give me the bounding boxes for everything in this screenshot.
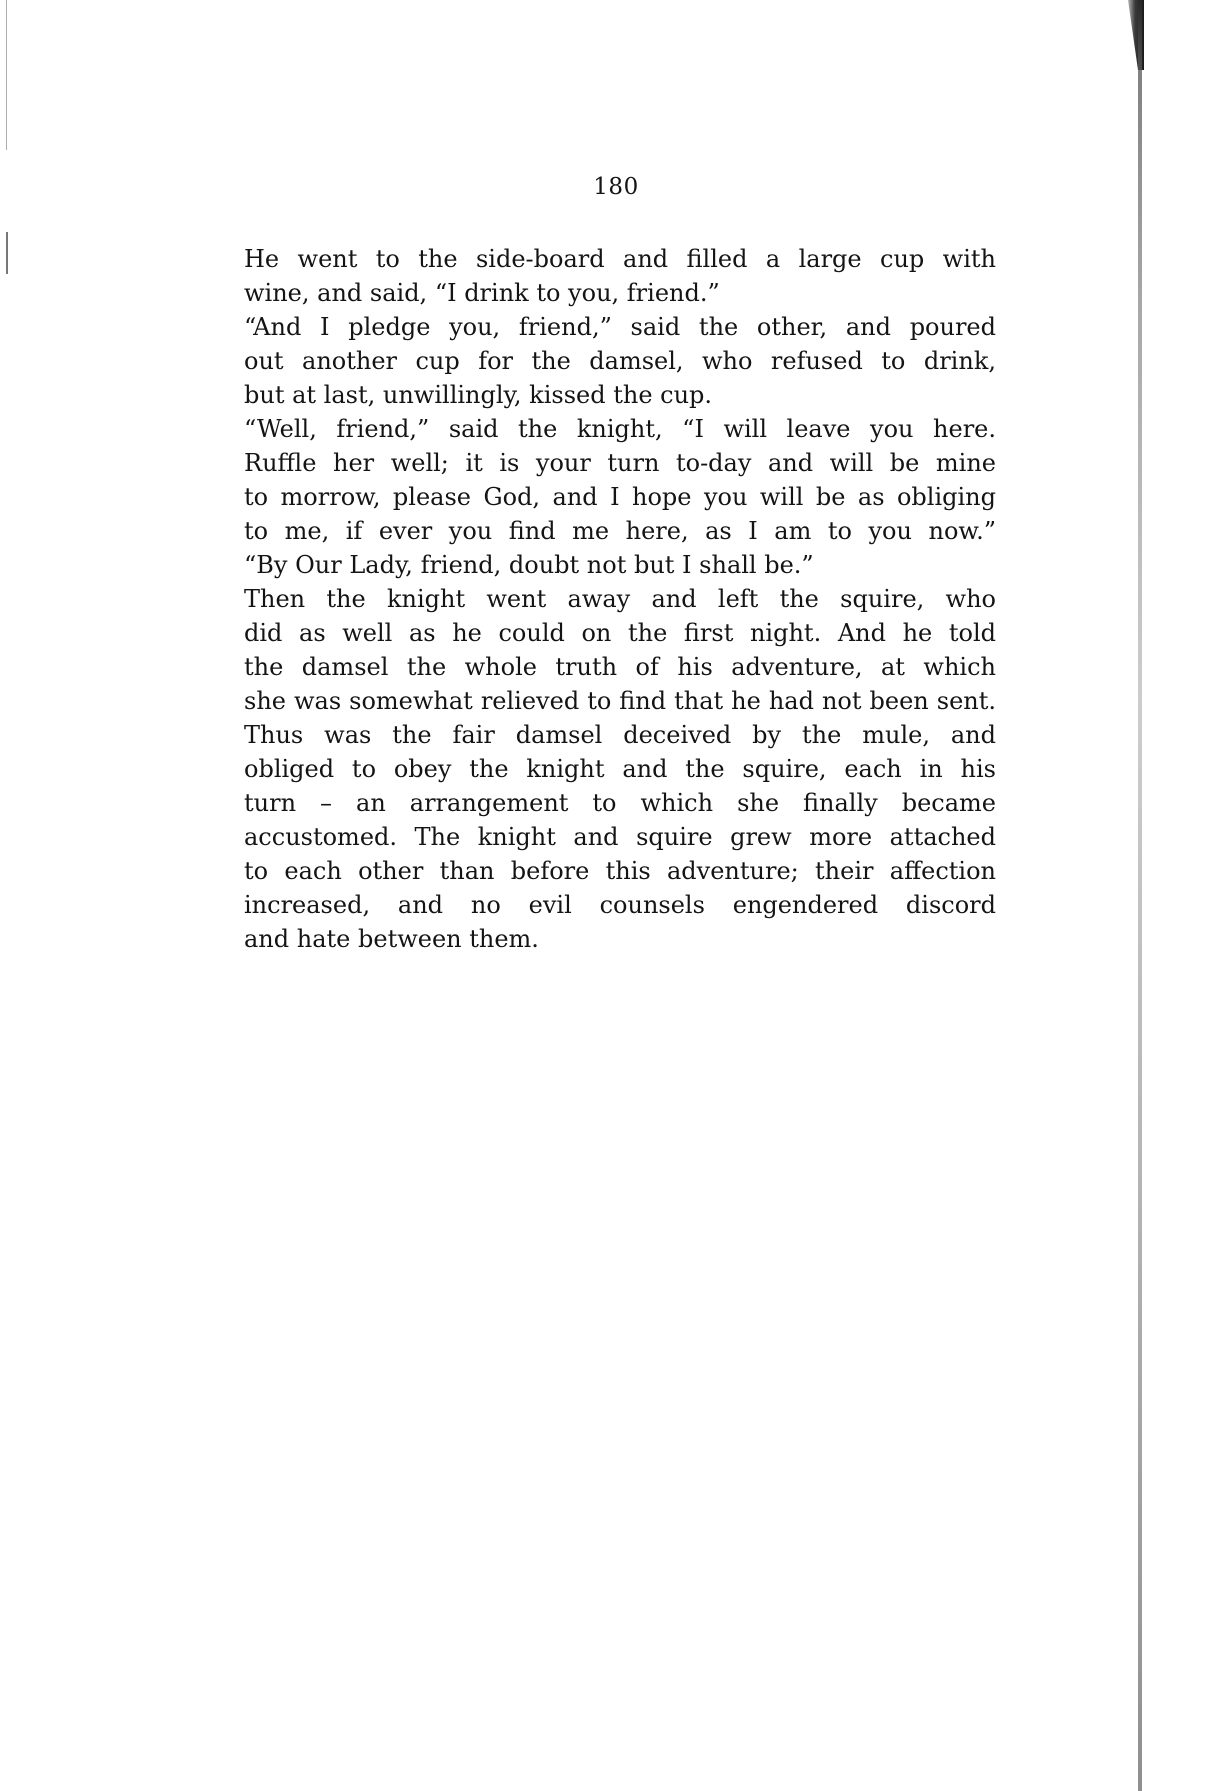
text-line: obliged to obey the knight and the squire, each in his: [244, 755, 996, 783]
text-line: Ruffle her well; it is your turn to-day and will be mine: [244, 449, 996, 477]
text-line: to me, if ever you find me here, as I am to you now.”: [244, 517, 996, 545]
text-line: accustomed. The knight and squire grew more attached: [244, 823, 996, 851]
text-line: “Well, friend,” said the knight, “I will leave you here.: [244, 415, 996, 443]
text-line: “And I pledge you, friend,” said the other, and poured: [244, 313, 996, 341]
left-edge-mark-short: [6, 232, 8, 274]
text-line: “By Our Lady, friend, doubt not but I shall be.”: [244, 551, 814, 579]
text-line: did as well as he could on the first night. And he told: [244, 619, 996, 647]
text-line: wine, and said, “I drink to you, friend.”: [244, 279, 720, 307]
left-edge-mark: [6, 0, 7, 150]
text-line: turn – an arrangement to which she finally became: [244, 789, 996, 817]
text-line: to each other than before this adventure; their affection: [244, 857, 996, 885]
text-line: and hate between them.: [244, 925, 539, 953]
text-line: Thus was the fair damsel deceived by the mule, and: [244, 721, 996, 749]
body-text: [244, 242, 996, 956]
text-line: increased, and no evil counsels engendered discord: [244, 891, 996, 919]
text-line: to morrow, please God, and I hope you will be as obliging: [244, 483, 996, 511]
text-line: she was somewhat relieved to find that he had not been sent.: [244, 687, 996, 715]
page-number: 180: [593, 174, 639, 200]
text-line: out another cup for the damsel, who refused to drink,: [244, 347, 996, 375]
binding-gutter-line: [1138, 0, 1142, 1791]
text-line: but at last, unwillingly, kissed the cup.: [244, 381, 713, 409]
text-line: He went to the side-board and filled a large cup with: [244, 245, 996, 273]
text-line: Then the knight went away and left the squire, who: [244, 585, 996, 613]
text-line: the damsel the whole truth of his adventure, at which: [244, 653, 996, 681]
